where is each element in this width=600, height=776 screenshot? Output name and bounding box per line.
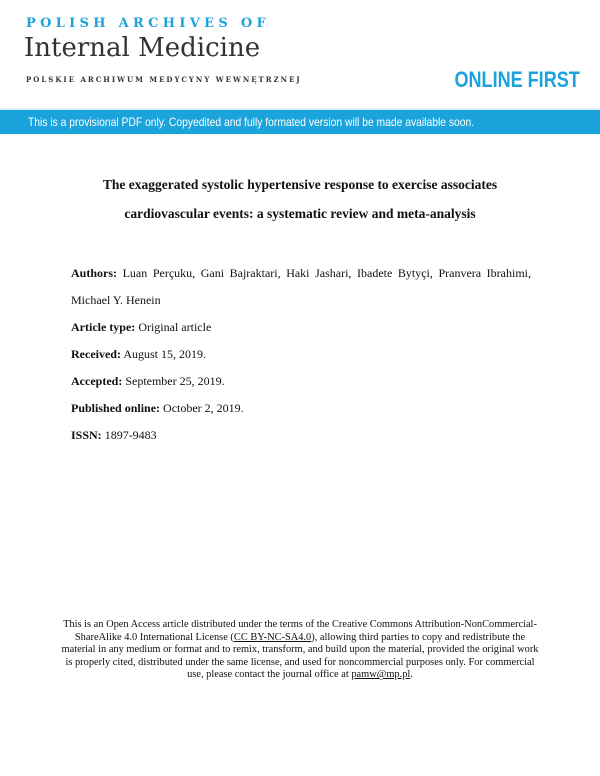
issn-value: 1897-9483: [104, 428, 157, 442]
published-label: Published online:: [71, 401, 161, 415]
banner-text: This is a provisional PDF only. Copyedited and fully formated version will be made available soon.: [28, 115, 475, 129]
article-title-line2: cardiovascular events: a systematic review and meta-analysis: [124, 206, 476, 221]
license-text-2: ), allowing third parties to copy and redistribute the material in any medium or format and to remix, transform, and build upon the material, provided the original work is properly cited, distributed under the same license, and used for noncommercial purposes only. For commercial use, please contact the journal office at: [61, 631, 539, 681]
authors-list: Luan Perçuku, Gani Bajraktari, Haki Jashari, Ibadete Bytyçi, Pranvera Ibrahimi,: [122, 266, 531, 280]
issn: [71, 428, 157, 443]
published-value: October 2, 2019.: [163, 401, 244, 415]
email-link[interactable]: pamw@mp.pl: [351, 669, 411, 681]
article-type-label: Article type:: [71, 320, 136, 334]
article-type-value: Original article: [138, 320, 212, 334]
article-title-line1: The exaggerated systolic hypertensive response to exercise associates: [102, 177, 498, 192]
journal-logo-subtitle: POLSKIE ARCHIWUM MEDYCYNY WEWNĘTRZNEJ: [26, 75, 302, 84]
license-link[interactable]: CC BY-NC-SA4.0: [233, 631, 312, 643]
license-text-3: .: [410, 669, 413, 681]
accepted-label: Accepted:: [71, 374, 123, 388]
accepted-date: [71, 374, 225, 389]
provisional-banner: [0, 108, 600, 134]
authors-line1: [71, 266, 531, 281]
journal-logo-title: Internal Medicine: [24, 33, 261, 63]
article-type: [71, 320, 211, 335]
journal-logo-line1: POLISH ARCHIVES OF: [26, 16, 270, 31]
license-text-1: This is an Open Access article distributed under the terms of the Creative Commons Attribution-NonCommercial-ShareAlike 4.0 International License (: [63, 619, 537, 643]
license-notice: [60, 619, 540, 682]
authors-label: Authors:: [71, 266, 118, 280]
received-date: [71, 347, 206, 362]
published-date: [71, 401, 244, 416]
received-label: Received:: [71, 347, 121, 361]
accepted-value: September 25, 2019.: [125, 374, 225, 388]
received-value: August 15, 2019.: [123, 347, 206, 361]
online-first-badge: ONLINE FIRST: [454, 67, 580, 92]
authors-line2: Michael Y. Henein: [71, 293, 161, 307]
issn-label: ISSN:: [71, 428, 102, 442]
